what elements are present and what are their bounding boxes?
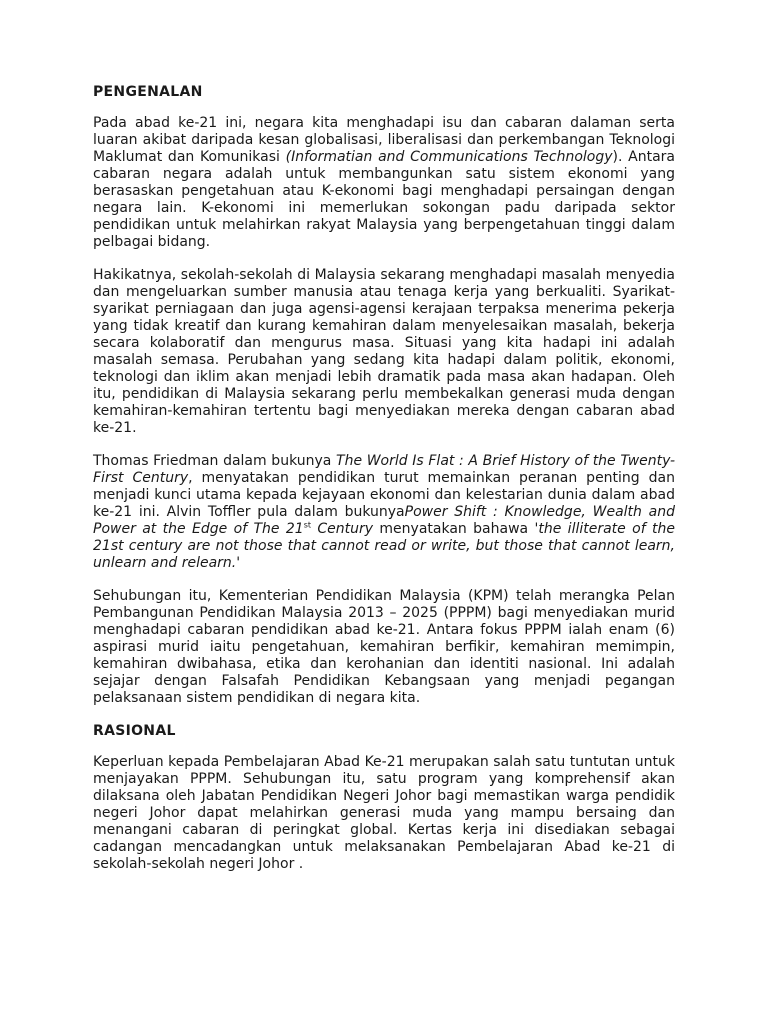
text-run: , menyatakan pendidikan turut memainkan peranan penting dan menjadi kunci utama kepada kejayaan ekonomi dan kelestarian dunia dalam abad ke-21 ini. Alvin Toffler pula dalam bukunya bbox=[93, 470, 675, 520]
text-run: Thomas Friedman dalam bukunya bbox=[93, 453, 337, 469]
paragraph-pengenalan-2: Hakikatnya, sekolah-sekolah di Malaysia sekarang menghadapi masalah menyedia dan mengeluarkan sumber manusia atau tenaga kerja yang berkualiti. Syarikat-syarikat perniagaan dan juga agensi-agensi kerajaan terpaksa menerima pekerja yang tidak kreatif dan kurang kemahiran dalam menyelesaikan masalah, bekerja secara kolaboratif dan mengurus masa. Situasi yang kita hadapi ini adalah masalah semasa. Perubahan yang sedang kita hadapi dalam politik, ekonomi, teknologi dan iklim akan menjadi lebih dramatik pada masa akan hadapan. Oleh itu, pendidikan di Malaysia sekarang perlu membekalkan generasi muda dengan kemahiran-kemahiran tertentu bagi menyediakan mereka dengan cabaran abad ke-21. bbox=[93, 267, 675, 436]
text-run: Pada abad ke-21 ini, negara kita menghadapi isu dan cabaran dalaman serta luaran akibat daripada kesan globalisasi, liberalisasi dan perkembangan Teknologi Maklumat dan Komunikasi bbox=[93, 115, 675, 165]
italic-run: (Informatian and Communications Technology bbox=[285, 149, 613, 165]
section-heading-rasional: RASIONAL bbox=[93, 723, 176, 739]
document-page bbox=[93, 84, 675, 873]
book-title-1: The World Is Flat : A Brief History of the Twenty-First Century bbox=[93, 453, 675, 486]
text-run: menyatakan bahawa ' bbox=[373, 521, 539, 537]
book-title-2: Power Shift : Knowledge, Wealth and Power at the Edge of The 21 bbox=[93, 504, 675, 537]
superscript-st: st bbox=[303, 520, 311, 530]
paragraph-rasional-1: Keperluan kepada Pembelajaran Abad Ke-21 merupakan salah satu tuntutan untuk menjayakan PPPM. Sehubungan itu, satu program yang komprehensif akan dilaksana oleh Jabatan Pendidikan Negeri Johor bagi memastikan warga pendidik negeri Johor dapat melahirkan generasi muda yang mampu bersaing dan menangani cabaran di peringkat global. Kertas kerja ini disediakan sebagai cadangan mencadangkan untuk melaksanakan Pembelajaran Abad ke-21 di sekolah-sekolah negeri Johor . bbox=[93, 754, 675, 872]
section-heading-pengenalan: PENGENALAN bbox=[93, 84, 203, 100]
paragraph-pengenalan-1 bbox=[93, 115, 675, 251]
text-run: ). Antara cabaran negara adalah untuk membangunkan satu sistem ekonomi yang berasaskan pengetahuan atau K-ekonomi bagi menghadapi persaingan dengan negara lain. K-ekonomi ini memerlukan sokongan padu daripada sektor pendidikan untuk melahirkan rakyat Malaysia yang berpengetahuan tinggi dalam pelbagai bidang. bbox=[93, 149, 675, 250]
book-title-2-end: Century bbox=[311, 521, 374, 537]
quote-italic: the illiterate of the 21st century are not those that cannot read or write, but those that cannot learn, unlearn and relearn. bbox=[93, 521, 675, 571]
text-run: ' bbox=[236, 555, 241, 571]
paragraph-pengenalan-3 bbox=[93, 453, 675, 572]
paragraph-pengenalan-4: Sehubungan itu, Kementerian Pendidikan Malaysia (KPM) telah merangka Pelan Pembangunan Pendidikan Malaysia 2013 – 2025 (PPPM) bagi menyediakan murid menghadapi cabaran pendidikan abad ke-21. Antara fokus PPPM ialah enam (6) aspirasi murid iaitu pengetahuan, kemahiran berfikir, kemahiran memimpin, kemahiran dwibahasa, etika dan kerohanian dan identiti nasional. Ini adalah sejajar dengan Falsafah Pendidikan Kebangsaan yang menjadi pegangan pelaksanaan sistem pendidikan di negara kita. bbox=[93, 588, 675, 706]
